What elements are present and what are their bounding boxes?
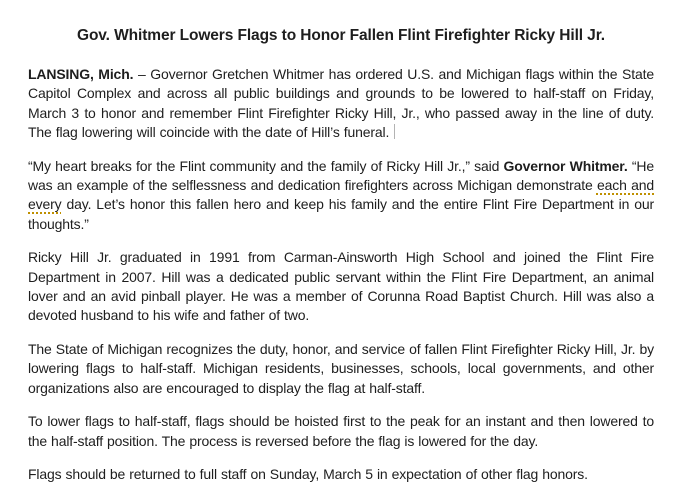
quote-paragraph[interactable] bbox=[28, 157, 654, 235]
text-segment: Flags should be returned to full staff on Sunday, March 5 in expectation of other flag honors. bbox=[28, 465, 588, 482]
dateline-paragraph[interactable] bbox=[28, 65, 654, 143]
text-segment: each and every bbox=[28, 177, 655, 213]
text-segment: To lower flags to half-staff, flags should be hoisted first to the peak for an instant and then lowered to the half-staff position. The process is reversed before the flag is lowered for the day. bbox=[28, 413, 654, 449]
text-segment: Governor Whitmer. bbox=[503, 157, 628, 174]
text-segment: day. Let’s honor this fallen hero and keep his family and the entire Flint Fire Department in our thoughts.” bbox=[28, 196, 654, 232]
text-cursor bbox=[394, 124, 395, 139]
document-body[interactable] bbox=[28, 65, 654, 484]
text-segment: Ricky Hill Jr. graduated in 1991 from Carman-Ainsworth High School and joined the Flint Fire Department in 2007. Hill was a dedicated public servant within the Flint Fire Department, an animal lover and an avid pinball player. He was a member of Corunna Road Baptist Church. Hill was also a devoted husband to his wife and father of two. bbox=[28, 249, 654, 324]
text-segment: “My heart breaks for the Flint community and the family of Ricky Hill Jr.,” said bbox=[28, 157, 504, 174]
text-segment: – Governor Gretchen Whitmer has ordered U.S. and Michigan flags within the State Capitol Complex and across all public buildings and grounds to be lowered to half-staff on Friday, March 3 to honor and remember Flint Firefighter Ricky Hill, Jr., who passed away in the line of duty. The flag lowering will coincide with the date of Hill’s funeral. bbox=[28, 66, 654, 141]
text-segment: “He was an example of the selflessness and dedication firefighters across Michigan demonstrate bbox=[28, 157, 654, 194]
document-title: Gov. Whitmer Lowers Flags to Honor Fallen Flint Firefighter Ricky Hill Jr. bbox=[76, 27, 605, 44]
text-segment: The State of Michigan recognizes the duty, honor, and service of fallen Flint Firefighter Ricky Hill, Jr. by lowering flags to half-staff. Michigan residents, businesses, schools, local governments, and other organizations also are encouraged to display the flag at half-staff. bbox=[28, 340, 654, 396]
procedure-paragraph[interactable] bbox=[28, 412, 654, 451]
text-segment: LANSING, Mich. bbox=[28, 66, 134, 82]
recognition-paragraph[interactable] bbox=[28, 340, 654, 398]
biography-paragraph[interactable] bbox=[28, 248, 654, 326]
full-staff-paragraph[interactable] bbox=[28, 465, 654, 484]
